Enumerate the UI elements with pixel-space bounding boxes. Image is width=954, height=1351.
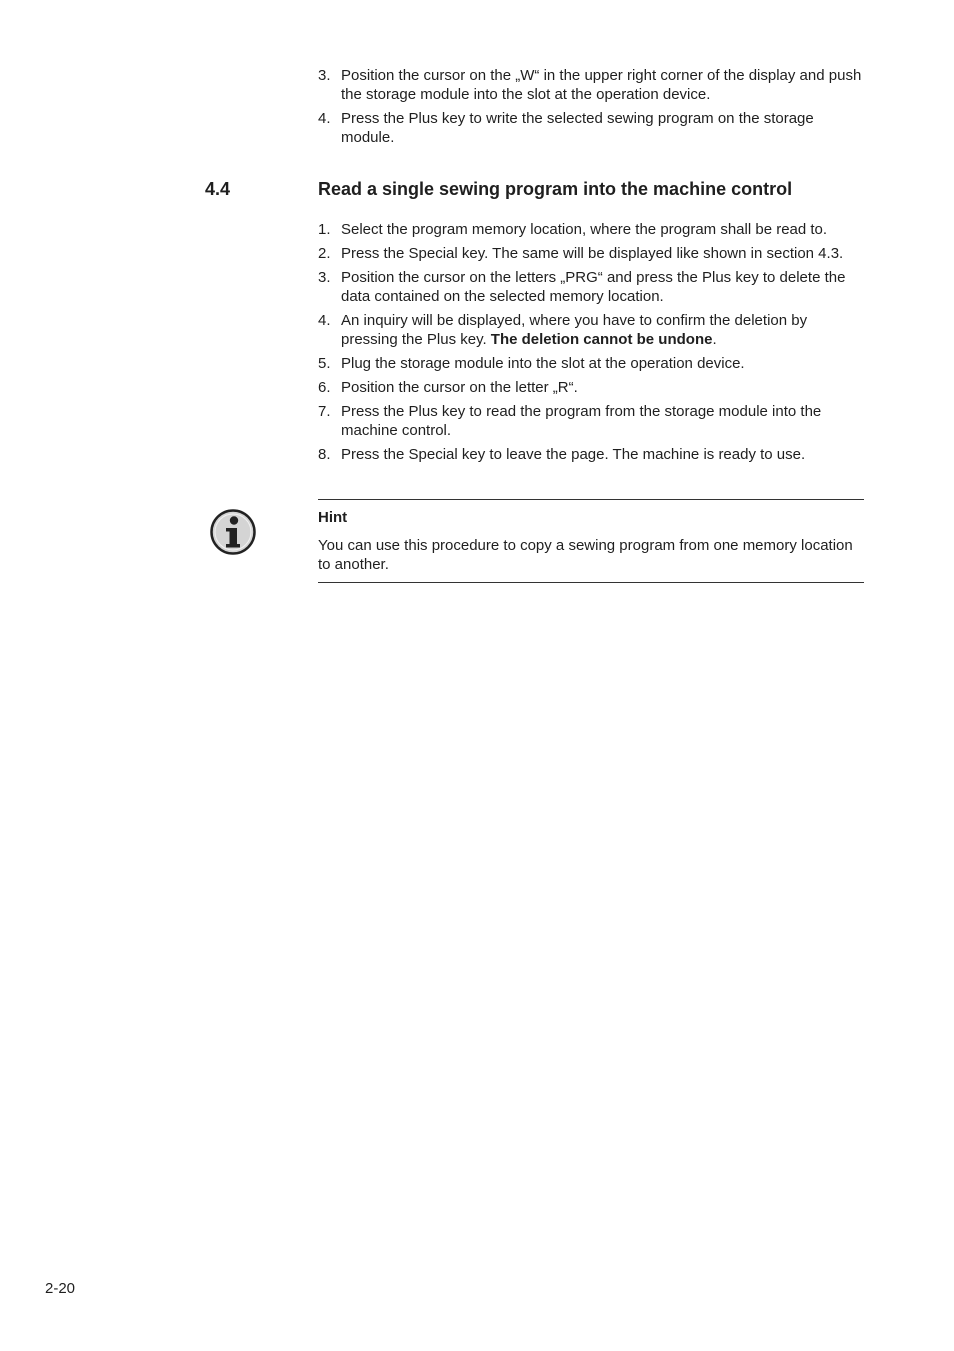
list-item — [318, 445, 864, 464]
step-number: 5. — [318, 355, 331, 372]
step-number: 4. — [318, 312, 331, 329]
step-text: Plug the storage module into the slot at the operation device. — [341, 355, 745, 372]
section-title: Read a single sewing program into the machine control — [318, 179, 793, 199]
step-number: 6. — [318, 379, 331, 396]
list-item — [318, 268, 864, 306]
hint-label: Hint — [318, 509, 348, 526]
step-number: 2. — [318, 245, 331, 262]
info-icon — [209, 508, 257, 556]
list-item — [318, 378, 864, 397]
step-text-before: An inquiry will be displayed, where you have to confirm the deletion by pressing the Plus key. — [341, 312, 808, 348]
step-text: Press the Plus key to write the selected sewing program on the storage module. — [341, 110, 814, 146]
hint-text: You can use this procedure to copy a sewing program from one memory location to another. — [318, 537, 853, 573]
step-text: Press the Special key to leave the page. The machine is ready to use. — [341, 446, 806, 463]
list-item — [318, 220, 864, 239]
list-item — [318, 354, 864, 373]
step-text: Select the program memory location, where the program shall be read to. — [341, 221, 828, 238]
section-number: 4.4 — [205, 179, 231, 199]
list-item — [318, 244, 864, 263]
page-number: 2-20 — [45, 1280, 76, 1297]
step-number: 7. — [318, 403, 331, 420]
list-item — [318, 66, 864, 104]
step-text: Position the cursor on the letters „PRG“ and press the Plus key to delete the data contained on the selected memory location. — [341, 269, 846, 305]
list-item — [318, 311, 864, 349]
list-item — [318, 402, 864, 440]
procedure-step-list — [318, 220, 864, 469]
step-number: 8. — [318, 446, 331, 463]
step-number: 4. — [318, 110, 331, 127]
hint-box — [318, 499, 864, 583]
step-number: 3. — [318, 269, 331, 286]
step-text: Press the Plus key to read the program from the storage module into the machine control. — [341, 403, 822, 439]
step-warning-bold: The deletion cannot be undone — [490, 331, 713, 348]
continued-step-list — [318, 66, 864, 152]
step-text: Position the cursor on the letter „R“. — [341, 379, 578, 396]
step-number: 3. — [318, 67, 331, 84]
list-item — [318, 109, 864, 147]
step-text-after: . — [712, 331, 717, 348]
step-text: Press the Special key. The same will be displayed like shown in section 4.3. — [341, 245, 844, 262]
step-number: 1. — [318, 221, 331, 238]
step-text: Position the cursor on the „W“ in the upper right corner of the display and push the storage module into the slot at the operation device. — [341, 67, 862, 103]
